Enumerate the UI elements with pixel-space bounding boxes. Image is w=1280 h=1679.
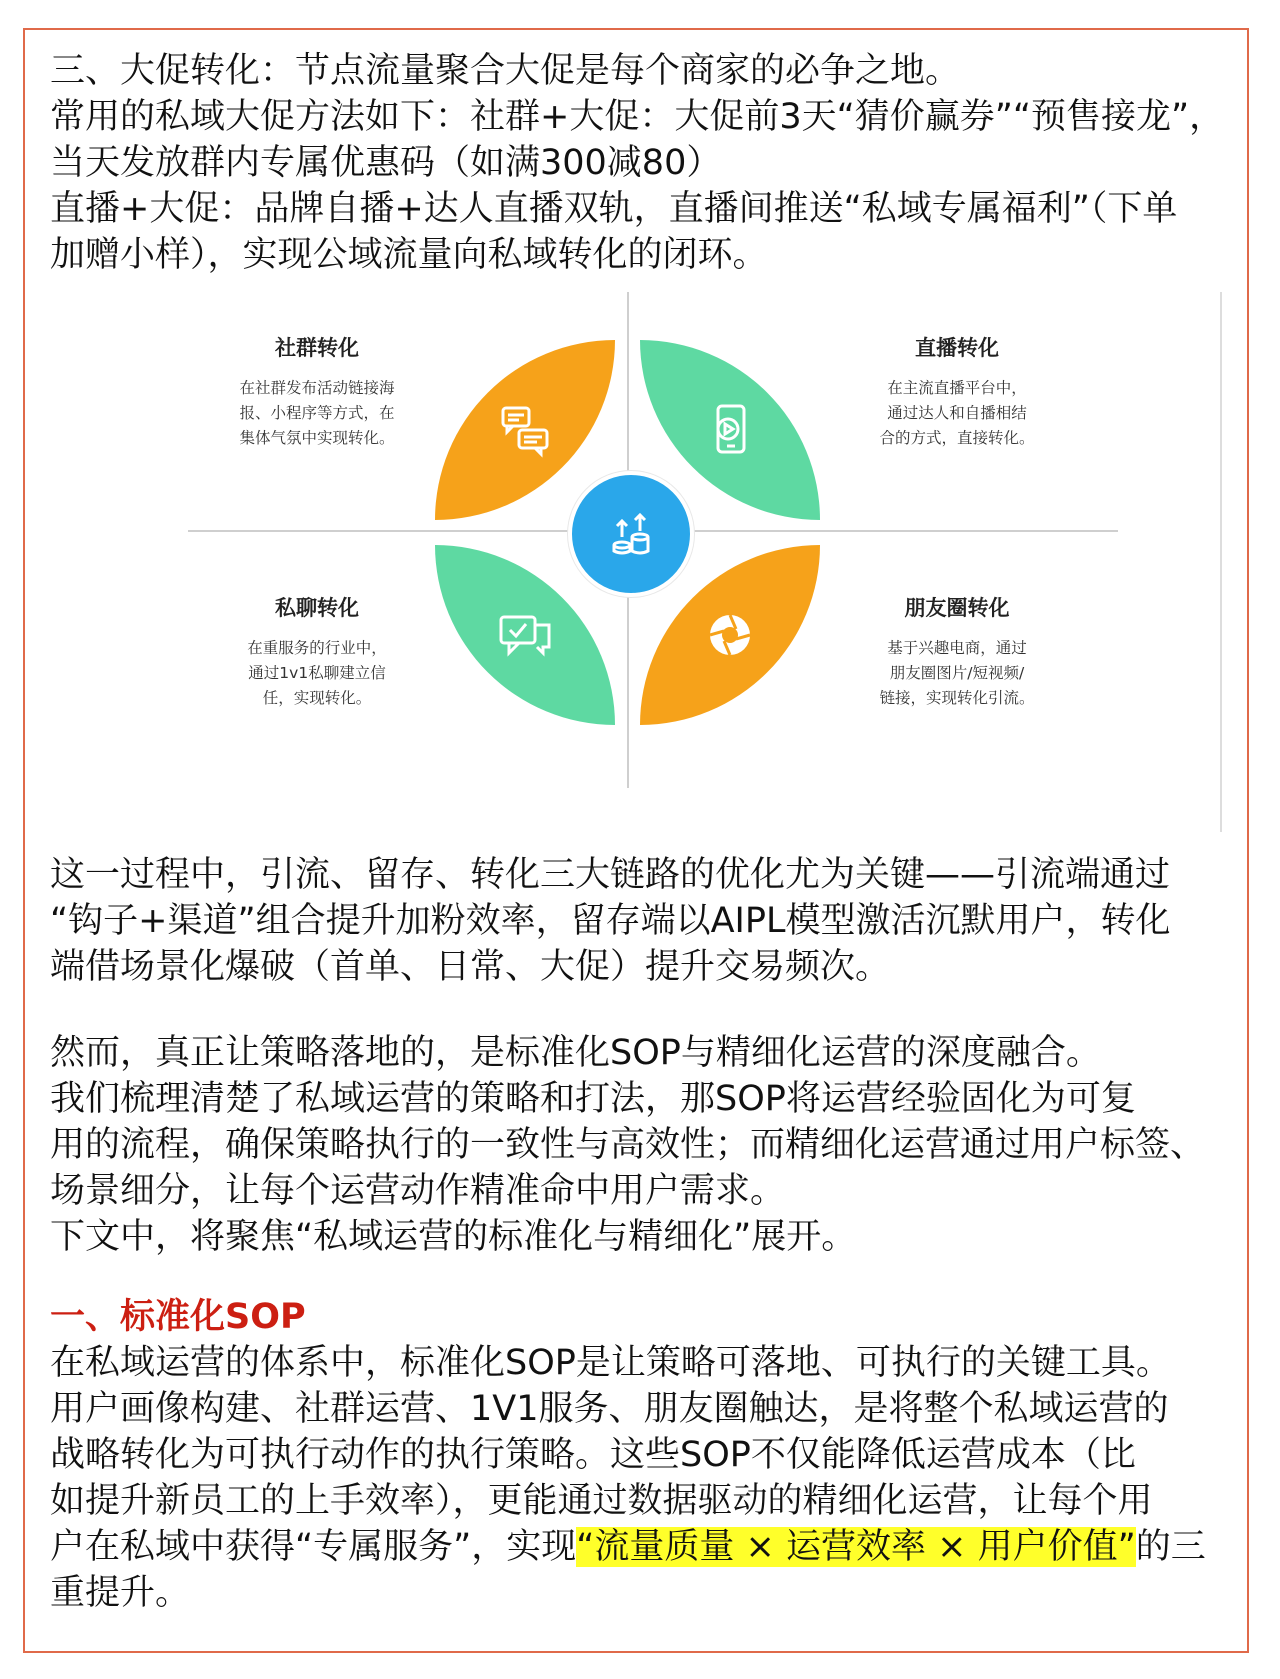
intro-line: 加赠小样），实现公域流量向私域转化的闭环。	[50, 235, 768, 275]
text-line: 端借场景化爆破（首单、日常、大促）提升交易频次。	[50, 947, 891, 987]
text-line: 战略转化为可执行动作的执行策略。这些SOP不仅能降低运营成本（比	[50, 1435, 1136, 1475]
desc-line: 通过1v1私聊建立信	[248, 664, 386, 682]
coins-arrow-icon	[604, 507, 658, 561]
text-line: “钩子+渠道”组合提升加粉效率，留存端以AIPL模型激活沉默用户，转化	[50, 901, 1171, 941]
highlight-line	[50, 1524, 1250, 1570]
intro-line: 当天发放群内专属优惠码（如满300减80）	[50, 143, 722, 183]
private-chat-title: 私聊转化	[275, 596, 359, 620]
community-title: 社群转化	[275, 336, 359, 360]
phone-play-icon	[702, 402, 758, 458]
funnel-paragraph	[50, 852, 1250, 990]
private-chat-desc	[207, 636, 427, 711]
line-suffix: 的三	[1135, 1527, 1206, 1567]
desc-line: 集体气氛中实现转化。	[239, 429, 395, 447]
desc-line: 报、小程序等方式，在	[239, 404, 395, 422]
text-line: 重提升。	[50, 1573, 191, 1613]
section-heading: 一、标准化SOP	[50, 1297, 306, 1337]
community-desc	[207, 376, 427, 451]
text-line: 这一过程中，引流、留存、转化三大链路的优化尤为关键——引流端通过	[50, 855, 1171, 895]
text-line: 用的流程，确保策略执行的一致性与高效性；而精细化运营通过用户标签、	[50, 1125, 1206, 1165]
intro-paragraph	[50, 48, 1250, 278]
desc-line: 在社群发布活动链接海	[239, 379, 395, 397]
sop-intro-paragraph	[50, 1030, 1250, 1260]
line-prefix: 户在私域中获得“专属服务”，实现	[50, 1527, 577, 1567]
aperture-icon	[702, 607, 758, 663]
moments-title: 朋友圈转化	[904, 596, 1010, 620]
text-line: 下文中，将聚焦“私域运营的标准化与精细化”展开。	[50, 1217, 857, 1257]
desc-line: 朋友圈图片/短视频/	[889, 664, 1025, 682]
section-one	[50, 1294, 1250, 1616]
right-divider	[1220, 292, 1222, 832]
desc-line: 基于兴趣电商，通过	[887, 639, 1027, 657]
intro-line: 直播+大促：品牌自播+达人直播双轨，直播间推送“私域专属福利”（下单	[50, 189, 1178, 229]
desc-line: 通过达人和自播相结	[887, 404, 1027, 422]
live-desc	[847, 376, 1067, 451]
highlighted-formula: “流量质量 × 运营效率 × 用户价值”	[576, 1527, 1136, 1567]
text-line: 如提升新员工的上手效率），更能通过数据驱动的精细化运营，让每个用	[50, 1481, 1153, 1521]
chat-poster-icon	[497, 402, 553, 458]
desc-line: 在主流直播平台中，	[887, 379, 1027, 397]
text-line: 场景细分，让每个运营动作精准命中用户需求。	[50, 1171, 786, 1211]
center-hub	[568, 471, 694, 597]
intro-line: 三、大促转化：节点流量聚合大促是每个商家的必争之地。	[50, 51, 961, 91]
text-line: 用户画像构建、社群运营、1V1服务、朋友圈触达，是将整个私域运营的	[50, 1389, 1169, 1429]
conversion-diagram	[160, 290, 1230, 830]
text-line: 我们梳理清楚了私域运营的策略和打法，那SOP将运营经验固化为可复	[50, 1079, 1136, 1119]
desc-line: 在重服务的行业中，	[247, 639, 387, 657]
live-title: 直播转化	[915, 336, 999, 360]
desc-line: 合的方式，直接转化。	[879, 429, 1035, 447]
text-line: 在私域运营的体系中，标准化SOP是让策略可落地、可执行的关键工具。	[50, 1343, 1171, 1383]
text-line: 然而，真正让策略落地的，是标准化SOP与精细化运营的深度融合。	[50, 1033, 1101, 1073]
desc-line: 任，实现转化。	[262, 689, 372, 707]
moments-desc	[847, 636, 1067, 711]
intro-line: 常用的私域大促方法如下：社群+大促：大促前3天“猜价赢券”“预售接龙”，	[50, 97, 1225, 137]
desc-line: 链接，实现转化引流。	[879, 689, 1035, 707]
chat-check-icon	[497, 607, 553, 663]
